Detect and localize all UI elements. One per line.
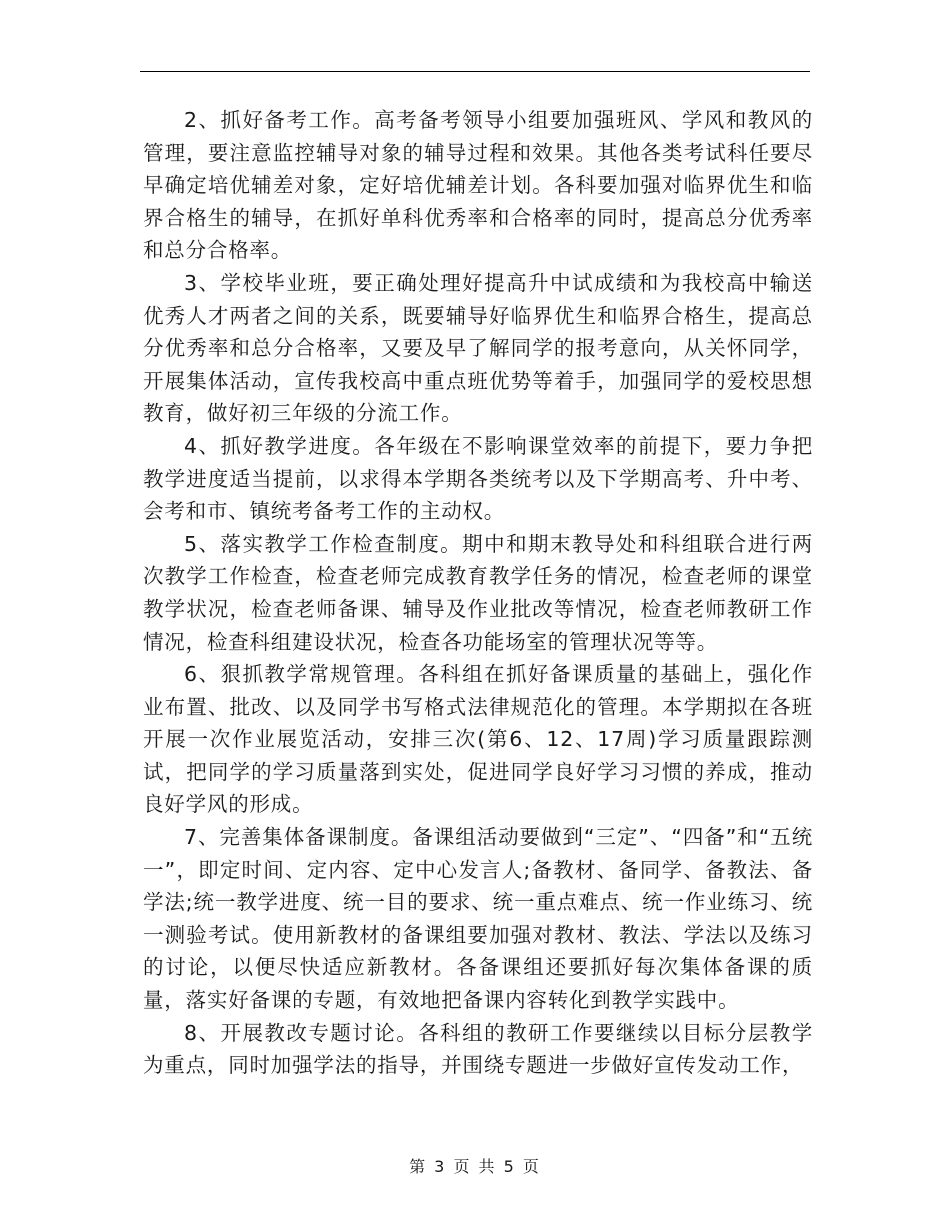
page-number-footer: 第 3 页 共 5 页: [409, 1157, 541, 1176]
header-rule: [140, 71, 810, 72]
paragraph-item-6: 6、狠抓教学常规管理。各科组在抓好备课质量的基础上，强化作业布置、批改、以及同学书写格式法律规范化的管理。本学期拟在各班开展一次作业展览活动，安排三次(第6、12、17周)学习质量跟踪测试，把同学的学习质量落到实处，促进同学良好学习习惯的养成，推动良好学风的形成。: [143, 662, 813, 817]
paragraph-item-2: 2、抓好备考工作。高考备考领导小组要加强班风、学风和教风的管理，要注意监控辅导对象的辅导过程和效果。其他各类考试科任要尽早确定培优辅差对象，定好培优辅差计划。各科要加强对临界优生和临界合格生的辅导，在抓好单科优秀率和合格率的同时，提高总分优秀率和总分合格率。: [143, 108, 813, 263]
paragraph-item-4: 4、抓好教学进度。各年级在不影响课堂效率的前提下，要力争把教学进度适当提前，以求得本学期各类统考以及下学期高考、升中考、会考和市、镇统考备考工作的主动权。: [143, 433, 813, 524]
document-body: [143, 104, 813, 1082]
paragraph-item-5: 5、落实教学工作检查制度。期中和期末教导处和科组联合进行两次教学工作检查，检查老师完成教育教学任务的情况，检查老师的课堂教学状况，检查老师备课、辅导及作业批改等情况，检查老师教研工作情况，检查科组建设状况，检查各功能场室的管理状况等等。: [143, 531, 813, 654]
paragraph-item-7: 7、完善集体备课制度。备课组活动要做到“三定”、“四备”和“五统一”，即定时间、定内容、定中心发言人;备教材、备同学、备教法、备学法;统一教学进度、统一目的要求、统一重点难点、统一作业练习、统一测验考试。使用新教材的备课组要加强对教材、教法、学法以及练习的讨论，以便尽快适应新教材。各备课组还要抓好每次集体备课的质量，落实好备课的专题，有效地把备课内容转化到教学实践中。: [143, 825, 813, 1013]
paragraph-item-8: 8、开展教改专题讨论。各科组的教研工作要继续以目标分层教学为重点，同时加强学法的指导，并围绕专题进一步做好宣传发动工作，: [143, 1020, 813, 1078]
paragraph-item-3: 3、学校毕业班，要正确处理好提高升中试成绩和为我校高中输送优秀人才两者之间的关系，既要辅导好临界优生和临界合格生，提高总分优秀率和总分合格率，又要及早了解同学的报考意向，从关怀同学，开展集体活动，宣传我校高中重点班优势等着手，加强同学的爱校思想教育，做好初三年级的分流工作。: [143, 270, 813, 426]
